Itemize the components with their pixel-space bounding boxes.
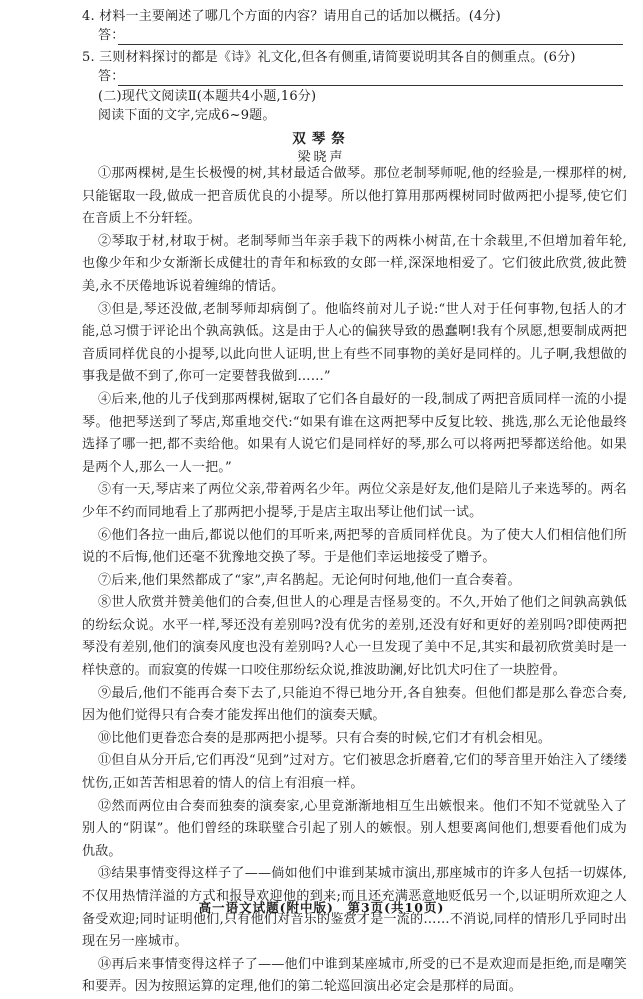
article-title: 双琴祭 [292,131,351,147]
paragraph-6: ⑥他们各拉一曲后,都说以他们的耳听来,两把琴的音质同样优良。为了使大人们相信他们所说的不后悔,他们还毫不犹豫地交换了琴。于是他们幸运地接受了赠予。 [82,527,627,566]
section-instruction: 阅读下面的文字,完成6~9题。 [98,108,276,123]
question-5: 5. 三则材料探讨的都是《诗》礼文化,但各有侧重,请简要说明其各自的侧重点。(6分) [82,50,576,65]
paragraph-11: ⑪但自从分开后,它们再没“见到”过对方。它们被思念折磨着,它们的琴音里开始注入了缕缕忧伤,正如苦苦相思着的情人的信上有泪痕一样。 [82,753,627,792]
paragraph-9: ⑨最后,他们不能再合奏下去了,只能迫不得已地分开,各自独奏。但他们都是那么眷恋合奏,因为他们觉得只有合奏才能发挥出他们的演奏天赋。 [82,685,627,724]
answer-line [118,85,623,86]
paragraph-10: ⑩比他们更眷恋合奏的是那两把小提琴。只有合奏的时候,它们才有机会相见。 [98,730,552,746]
page-footer: 高一语文试题(附中版) 第3页(共10页) [198,900,445,915]
article-body [82,163,627,999]
section-heading: (二)现代文阅读Ⅱ(本题共4小题,16分) [98,89,317,104]
question-4: 4. 材料一主要阐述了哪几个方面的内容？请用自己的话加以概括。(4分) [82,9,501,24]
paragraph-4: ④后来,他的儿子伐到那两棵树,锯取了它们各自最好的一段,制成了两把音质同样一流的小提琴。他把琴送到了琴店,郑重地交代:“如果有谁在这两把琴中反复比较、挑选,那么无论他最终选择了哪一把,都不卖给他。如果有人说它们是同样好的琴,那么可以将两把琴都送给他。如果是两个人,那么一人一把。” [82,391,627,475]
question-5-answer-label: 答： [98,69,125,84]
paragraph-12: ⑫然而两位由合奏而独奏的演奏家,心里竟渐渐地相互生出嫉恨来。他们不知不觉就坠入了别人的“阴谋”。他们曾经的珠联璧合引起了别人的嫉恨。别人想要离间他们,想要看他们成为仇敌。 [82,798,627,859]
paragraph-14: ⑭再后来事情变得这样子了——他们中谁到某座城市,所受的已不是欢迎而是拒绝,而是嘲笑和要弄。因为按照运算的定理,他们的第二轮巡回演出必定会是那样的局面。 [82,956,627,995]
paragraph-5: ⑤有一天,琴店来了两位父亲,带着两名少年。两位父亲是好友,他们是陪儿子来选琴的。两名少年不约而同地看上了那两把小提琴,于是店主取出琴让他们试一试。 [82,482,627,520]
question-4-answer-label: 答： [98,28,125,43]
paragraph-1: ①那两棵树,是生长极慢的树,其材最适合做琴。那位老制琴师呢,他的经验是,一棵那样的树,只能锯取一段,做成一把音质优良的小提琴。所以他打算用那两棵树同时做两把小提琴,使它们在音质上不分轩轾。 [82,166,627,227]
paragraph-7: ⑦后来,他们果然都成了“家”,声名鹊起。无论何时何地,他们一直合奏着。 [98,572,521,588]
paragraph-13: ⑬结果事情变得这样子了——倘如他们中谁到某城市演出,那座城市的许多人包括一切媒体,不仅用热情洋溢的方式和报导欢迎他的到来;而且还充满恶意地贬低另一个,以证明所欢迎之人备受欢迎;同时证明他们,只有他们对音乐的鉴赏才是一流的……不消说,同样的情形几乎同时出现在另一座城市。 [82,866,627,950]
paragraph-2: ②琴取于材,材取于树。老制琴师当年亲手栽下的两株小树苗,在十余载里,不但增加着年轮,也像少年和少女渐渐长成健壮的青年和标致的女郎一样,深深地相爱了。它们彼此欣赏,彼此赞美,永不厌倦地诉说着缠绵的情话。 [82,233,627,294]
paragraph-3: ③但是,琴还没做,老制琴师却病倒了。他临终前对儿子说:“世人对于任何事物,包括人的才能,总习惯于评论出个孰高孰低。这是由于人心的偏狭导致的愚蠢啊!我有个夙愿,想要制成两把音质同样优良的小提琴,以此向世人证明,世上有些不同事物的美好是同样的。儿子啊,我想做的事我是做不到了,你可一定要替我做到……” [82,301,627,385]
paragraph-8: ⑧世人欣赏并赞美他们的合奏,但世人的心理是吉怪易变的。不久,开始了他们之间孰高孰低的纷纭众说。水平一样,琴还没有差别吗?没有优劣的差别,还没有好和更好的差别吗?即使两把琴没有差别,他们的演奏风度也没有差别吗?人心一旦发现了美中不足,其实和最初欣赏美时是一样快意的。而寂寞的传媒一口咬住那纷纭众说,推波助澜,好比饥犬叼住了一块腔骨。 [82,595,627,679]
answer-line [118,44,623,45]
article-author: 梁晓声 [297,150,346,165]
